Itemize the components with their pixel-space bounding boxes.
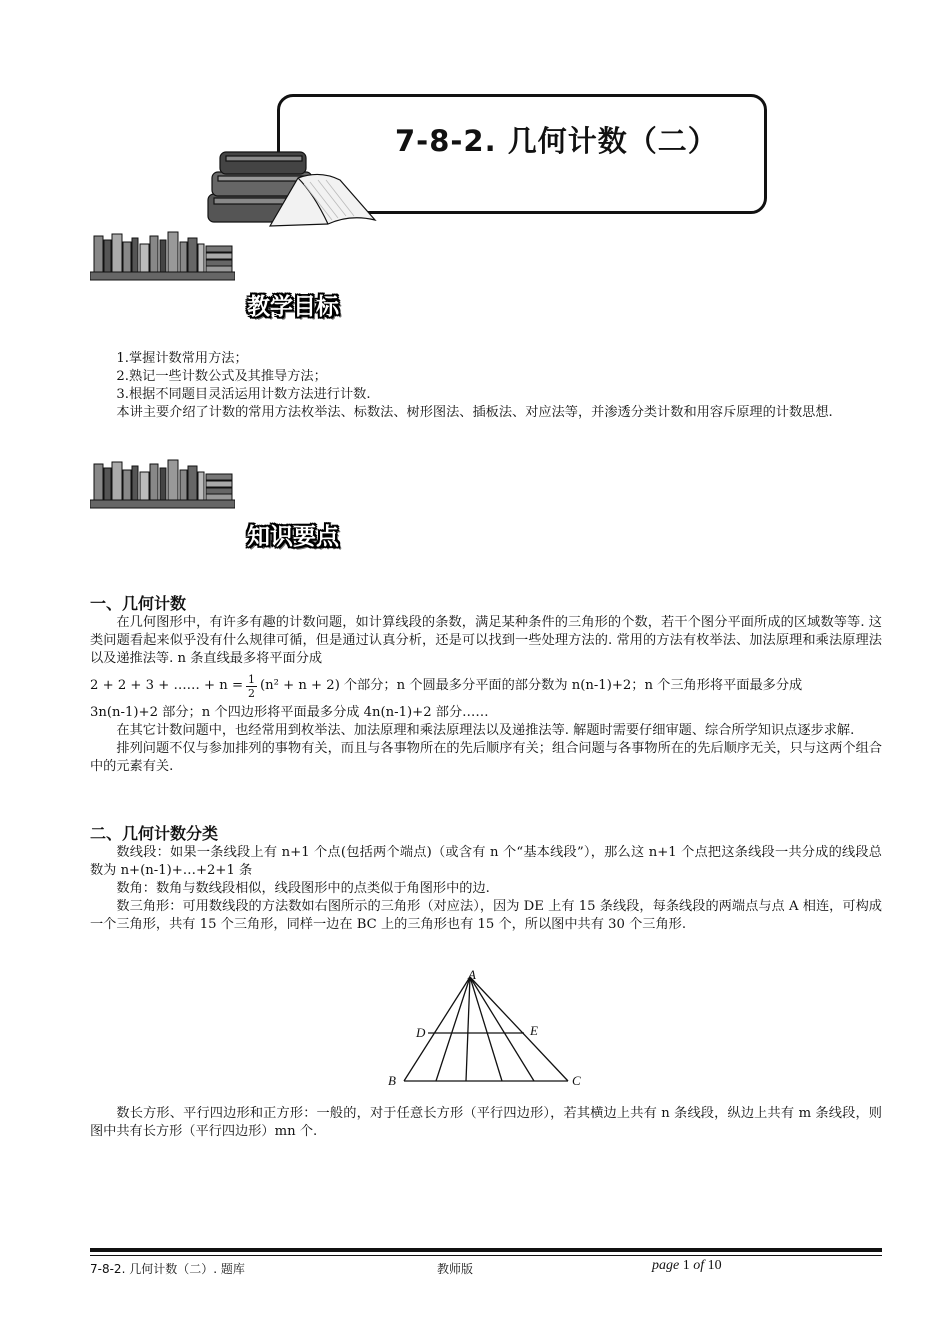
footer-center: 教师版 [437, 1262, 474, 1276]
part2-last-block [90, 1105, 882, 1141]
line-ac [470, 977, 568, 1081]
part1-p2: 在其它计数问题中，也经常用到枚举法、加法原理和乘法原理法以及递推法等. 解题时需要仔细审题、综合所学知识点逐步求解. [116, 723, 855, 738]
line-ab [404, 977, 470, 1081]
bookshelf-icon [90, 230, 235, 282]
book-stack-icon [200, 148, 380, 230]
part1-p1: 在几何图形中，有许多有趣的计数问题，如计算线段的条数，满足某种条件的三角形的个数，若干个图分平面所成的区域数等等. 这类问题看起来似乎没有什么规律可循，但是通过认真分析，还是可以找到一些处理方法的. 常用的方法有枚举法、加法原理和乘法原理法以及递推法等. [90, 615, 882, 666]
formula-lhs: 2 + 2 + 3 + …… + n = [90, 678, 244, 693]
footer-left: 7-8-2. 几何计数（二）. 题库 [90, 1262, 245, 1276]
footer-page-word: page [652, 1258, 680, 1273]
ray-4 [470, 977, 534, 1081]
ray-1 [436, 977, 470, 1081]
ray-3 [470, 977, 502, 1081]
label-b: B [388, 1073, 396, 1088]
formula-line [90, 668, 882, 704]
goal-item-2: 2.熟记一些计数公式及其推导方法； [116, 369, 327, 384]
part2-block [90, 844, 882, 934]
part1-heading: 一、几何计数 [90, 594, 187, 613]
part2-p3: 数三角形：可用数线段的方法数如右图所示的三角形（对应法），因为 DE 上有 15 条线段，每条线段的两端点与点 A 相连，可构成一个三角形，共有 15 个三角形，同样一边在 BC 上的三角形也有 15 个，所以图中共有 30 个三角形. [90, 899, 882, 932]
part2-heading: 二、几何计数分类 [90, 824, 219, 843]
part1-tail2: 3n(n-1)+2 部分；n 个四边形将平面最多分成 4n(n-1)+2 部分…… [90, 705, 489, 720]
goals-block [90, 350, 882, 422]
part1-tail1: 个部分；n 个圆最多分平面的部分数为 n(n-1)+2；n 个三角形将平面最多分成 [343, 678, 803, 693]
footer-rule-thick [90, 1248, 882, 1252]
formula-denominator: 2 [248, 686, 256, 700]
label-c: C [572, 1073, 581, 1088]
footer-page-total: 10 [707, 1258, 722, 1273]
formula-rhs: (n² + n + 2) [260, 678, 340, 693]
ray-2 [466, 977, 470, 1081]
page-title: 7-8-2. 几何计数（二） [395, 124, 718, 158]
section-label-goals: 教学目标 [247, 294, 339, 320]
footer-rule-thin [90, 1255, 882, 1256]
section-label-knowledge: 知识要点 [247, 524, 339, 550]
label-e: E [530, 1023, 538, 1038]
part1-block [90, 614, 882, 776]
part2-p2: 数角：数角与数线段相似，线段图形中的点类似于角图形中的边. [116, 881, 490, 896]
label-a: A [468, 967, 476, 982]
bookshelf-icon-2 [90, 458, 235, 510]
part1-p1-nlines: n 条直线最多将平面分成 [177, 651, 323, 666]
goal-intro: 本讲主要介绍了计数的常用方法枚举法、标数法、树形图法、插板法、对应法等，并渗透分类计数和用容斥原理的计数思想. [116, 405, 833, 420]
footer-page-num: 1 [682, 1258, 690, 1273]
part2-p4: 数长方形、平行四边形和正方形：一般的，对于任意长方形（平行四边形），若其横边上共有 n 条线段，纵边上共有 m 条线段，则图中共有长方形（平行四边形）mn 个. [90, 1106, 882, 1139]
goal-item-1: 1.掌握计数常用方法； [116, 351, 248, 366]
part1-p3: 排列问题不仅与参加排列的事物有关，而且与各事物所在的先后顺序有关；组合问题与各事物所在的先后顺序无关，只与这两个组合中的元素有关. [90, 741, 882, 774]
formula-numerator: 1 [248, 672, 256, 686]
part2-p1: 数线段：如果一条线段上有 n+1 个点(包括两个端点)（或含有 n 个“基本线段”），那么这 n+1 个点把这条线段一共分成的线段总数为 n+(n-1)+…+2+1 条 [90, 845, 882, 878]
goal-item-3: 3.根据不同题目灵活运用计数方法进行计数. [116, 387, 371, 402]
footer-page [652, 1258, 722, 1274]
label-d: D [416, 1025, 426, 1040]
formula-fraction [246, 673, 257, 700]
triangle-figure [380, 965, 590, 1095]
footer-of-word: of [693, 1258, 705, 1273]
